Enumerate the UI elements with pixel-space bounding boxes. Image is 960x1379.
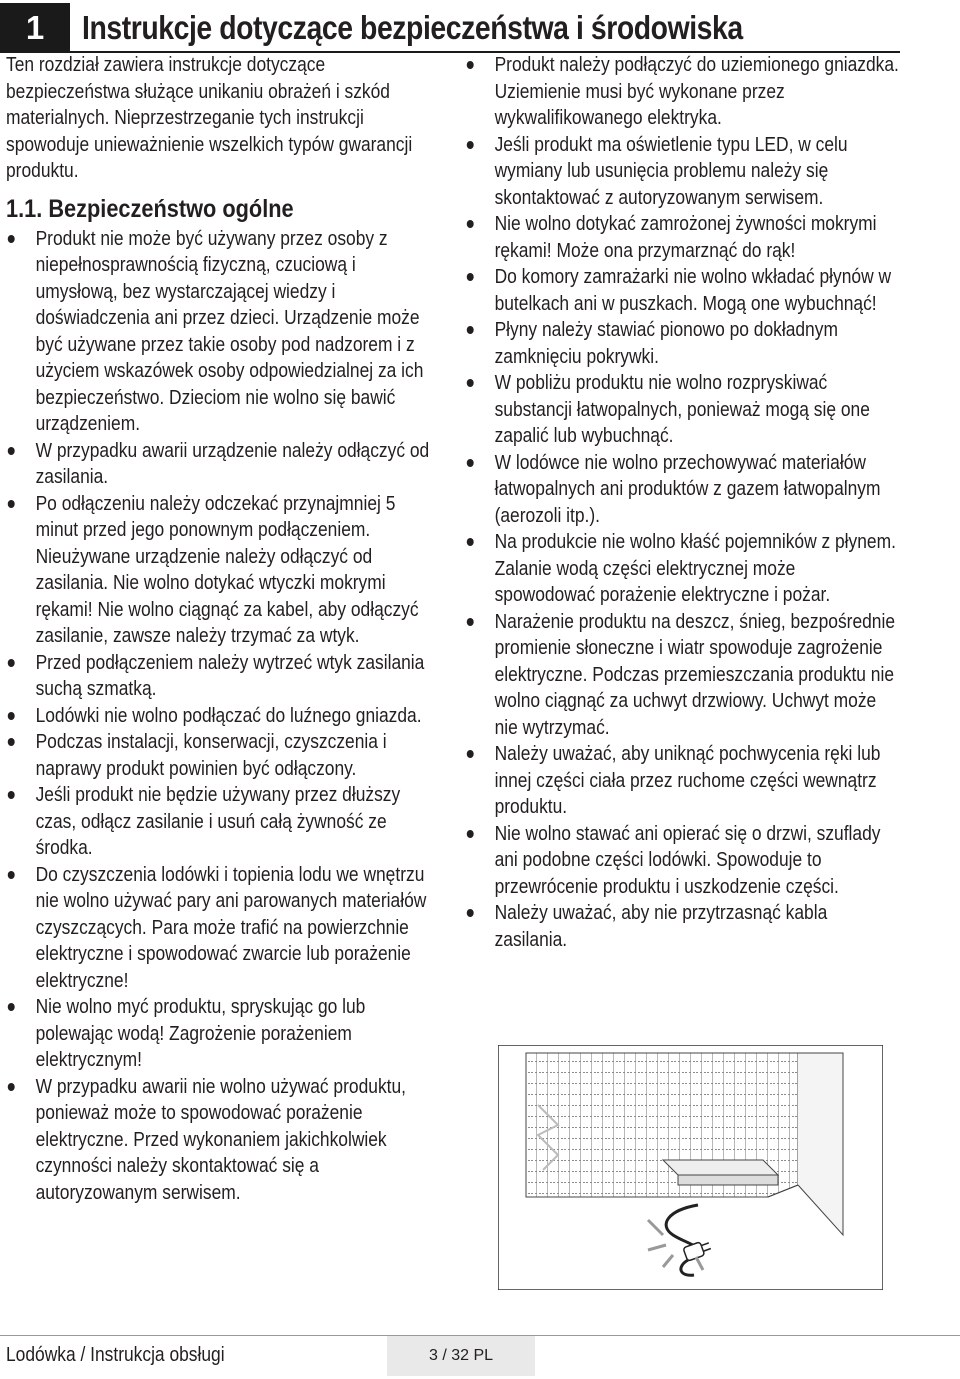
list-item: Płyny należy stawiać pionowo po dokładnym zamknięciu pokrywki. xyxy=(465,317,900,370)
left-column xyxy=(6,52,446,1206)
left-bullet-list xyxy=(6,226,441,1207)
list-item: Produkt nie może być używany przez osoby z niepełnosprawnością fizyczną, czuciową i umysłową, bez wystarczającej wiedzy i doświadczenia ani przez dzieci. Urządzenie może być używane przez takie osoby pod nadzorem i z użyciem wskazówek osoby odpowiedzialnej za ich bezpieczeństwo. Dzieciom nie wolno się bawić urządzeniem. xyxy=(6,226,441,438)
list-item: Nie wolno stawać ani opierać się o drzwi, szuflady ani podobne części lodówki. Spowoduje to przewrócenie produktu i uszkodzenie części. xyxy=(465,821,900,901)
list-item: W przypadku awarii nie wolno używać produktu, ponieważ może to spowodować porażenie elektryczne. Przed wykonaniem jakichkolwiek czynności należy skontaktować się a autoryzowanym serwisem. xyxy=(6,1074,441,1207)
list-item: Produkt należy podłączyć do uziemionego gniazdka. Uziemienie musi być wykonane przez wykwalifikowanego elektryka. xyxy=(465,52,900,132)
list-item: W lodówce nie wolno przechowywać materiałów łatwopalnych ani produktów z gazem łatwopalnym (aerozoli itp.). xyxy=(465,450,900,530)
fridge-back-cable-illustration xyxy=(498,1045,883,1290)
right-bullet-list xyxy=(465,52,900,953)
list-item: Należy uważać, aby nie przytrzasnąć kabla zasilania. xyxy=(465,900,900,953)
list-item: Nie wolno dotykać zamrożonej żywności mokrymi rękami! Może ona przymarznąć do rąk! xyxy=(465,211,900,264)
list-item: Jeśli produkt nie będzie używany przez dłuższy czas, odłącz zasilanie i usuń całą żywność ze środka. xyxy=(6,782,441,862)
list-item: Po odłączeniu należy odczekać przynajmniej 5 minut przed jego ponownym podłączeniem. Nieużywane urządzenie należy odłączyć od zasilania. Nie wolno dotykać wtyczki mokrymi rękami! Nie wolno ciągnąć za kabel, aby odłączyć zasilanie, zawsze należy trzymać za wtyk. xyxy=(6,491,441,650)
chapter-title: Instrukcje dotyczące bezpieczeństwa i środowiska xyxy=(82,9,743,46)
right-column xyxy=(465,52,905,953)
list-item: Nie wolno myć produktu, spryskując go lub polewając wodą! Zagrożenie porażeniem elektrycznym! xyxy=(6,994,441,1074)
list-item: Do czyszczenia lodówki i topienia lodu we wnętrzu nie wolno używać pary ani parowanych materiałów czyszczących. Para może trafić na powierzchnie elektryczne i spowodować zwarcie lub porażenie elektryczne! xyxy=(6,862,441,995)
list-item: Przed podłączeniem należy wytrzeć wtyk zasilania suchą szmatką. xyxy=(6,650,441,703)
list-item: Na produkcie nie wolno kłaść pojemników z płynem. Zalanie wodą części elektrycznej może spowodować porażenie elektryczne i pożar. xyxy=(465,529,900,609)
intro-paragraph: Ten rozdział zawiera instrukcje dotyczące bezpieczeństwa służące unikaniu obrażeń i szkód materialnych. Nieprzestrzeganie tych instrukcji spowoduje unieważnienie wszelkich typów gwarancji produktu. xyxy=(6,54,413,182)
list-item: Należy uważać, aby uniknąć pochwycenia ręki lub innej części ciała przez ruchome części wewnątrz produktu. xyxy=(465,741,900,821)
footer-document-title: Lodówka / Instrukcja obsługi xyxy=(6,1344,225,1366)
right-column-content xyxy=(465,52,900,953)
chapter-header xyxy=(0,3,900,53)
chapter-number: 1 xyxy=(0,3,70,53)
list-item: Lodówki nie wolno podłączać do luźnego gniazda. xyxy=(6,703,441,730)
list-item: Podczas instalacji, konserwacji, czyszczenia i naprawy produkt powinien być odłączony. xyxy=(6,729,441,782)
list-item: Do komory zamrażarki nie wolno wkładać płynów w butelkach ani w puszkach. Mogą one wybuchnąć! xyxy=(465,264,900,317)
page-number: 3 / 32 PL xyxy=(387,1336,535,1376)
left-column-content xyxy=(6,52,441,1206)
list-item: W pobliżu produktu nie wolno rozpryskiwać substancji łatwopalnych, ponieważ mogą się one zapalić lub wybuchnąć. xyxy=(465,370,900,450)
list-item: W przypadku awarii urządzenie należy odłączyć od zasilania. xyxy=(6,438,441,491)
list-item: Jeśli produkt ma oświetlenie typu LED, w celu wymiany lub usunięcia problemu należy się skontaktować z autoryzowanym serwisem. xyxy=(465,132,900,212)
list-item: Narażenie produktu na deszcz, śnieg, bezpośrednie promienie słoneczne i wiatr spowoduje zagrożenie elektryczne. Podczas przemieszczania produktu nie wolno ciągnąć za uchwyt drzwiowy. Uchwyt może nie wytrzymać. xyxy=(465,609,900,742)
section-title: 1.1. Bezpieczeństwo ogólne xyxy=(6,194,294,223)
